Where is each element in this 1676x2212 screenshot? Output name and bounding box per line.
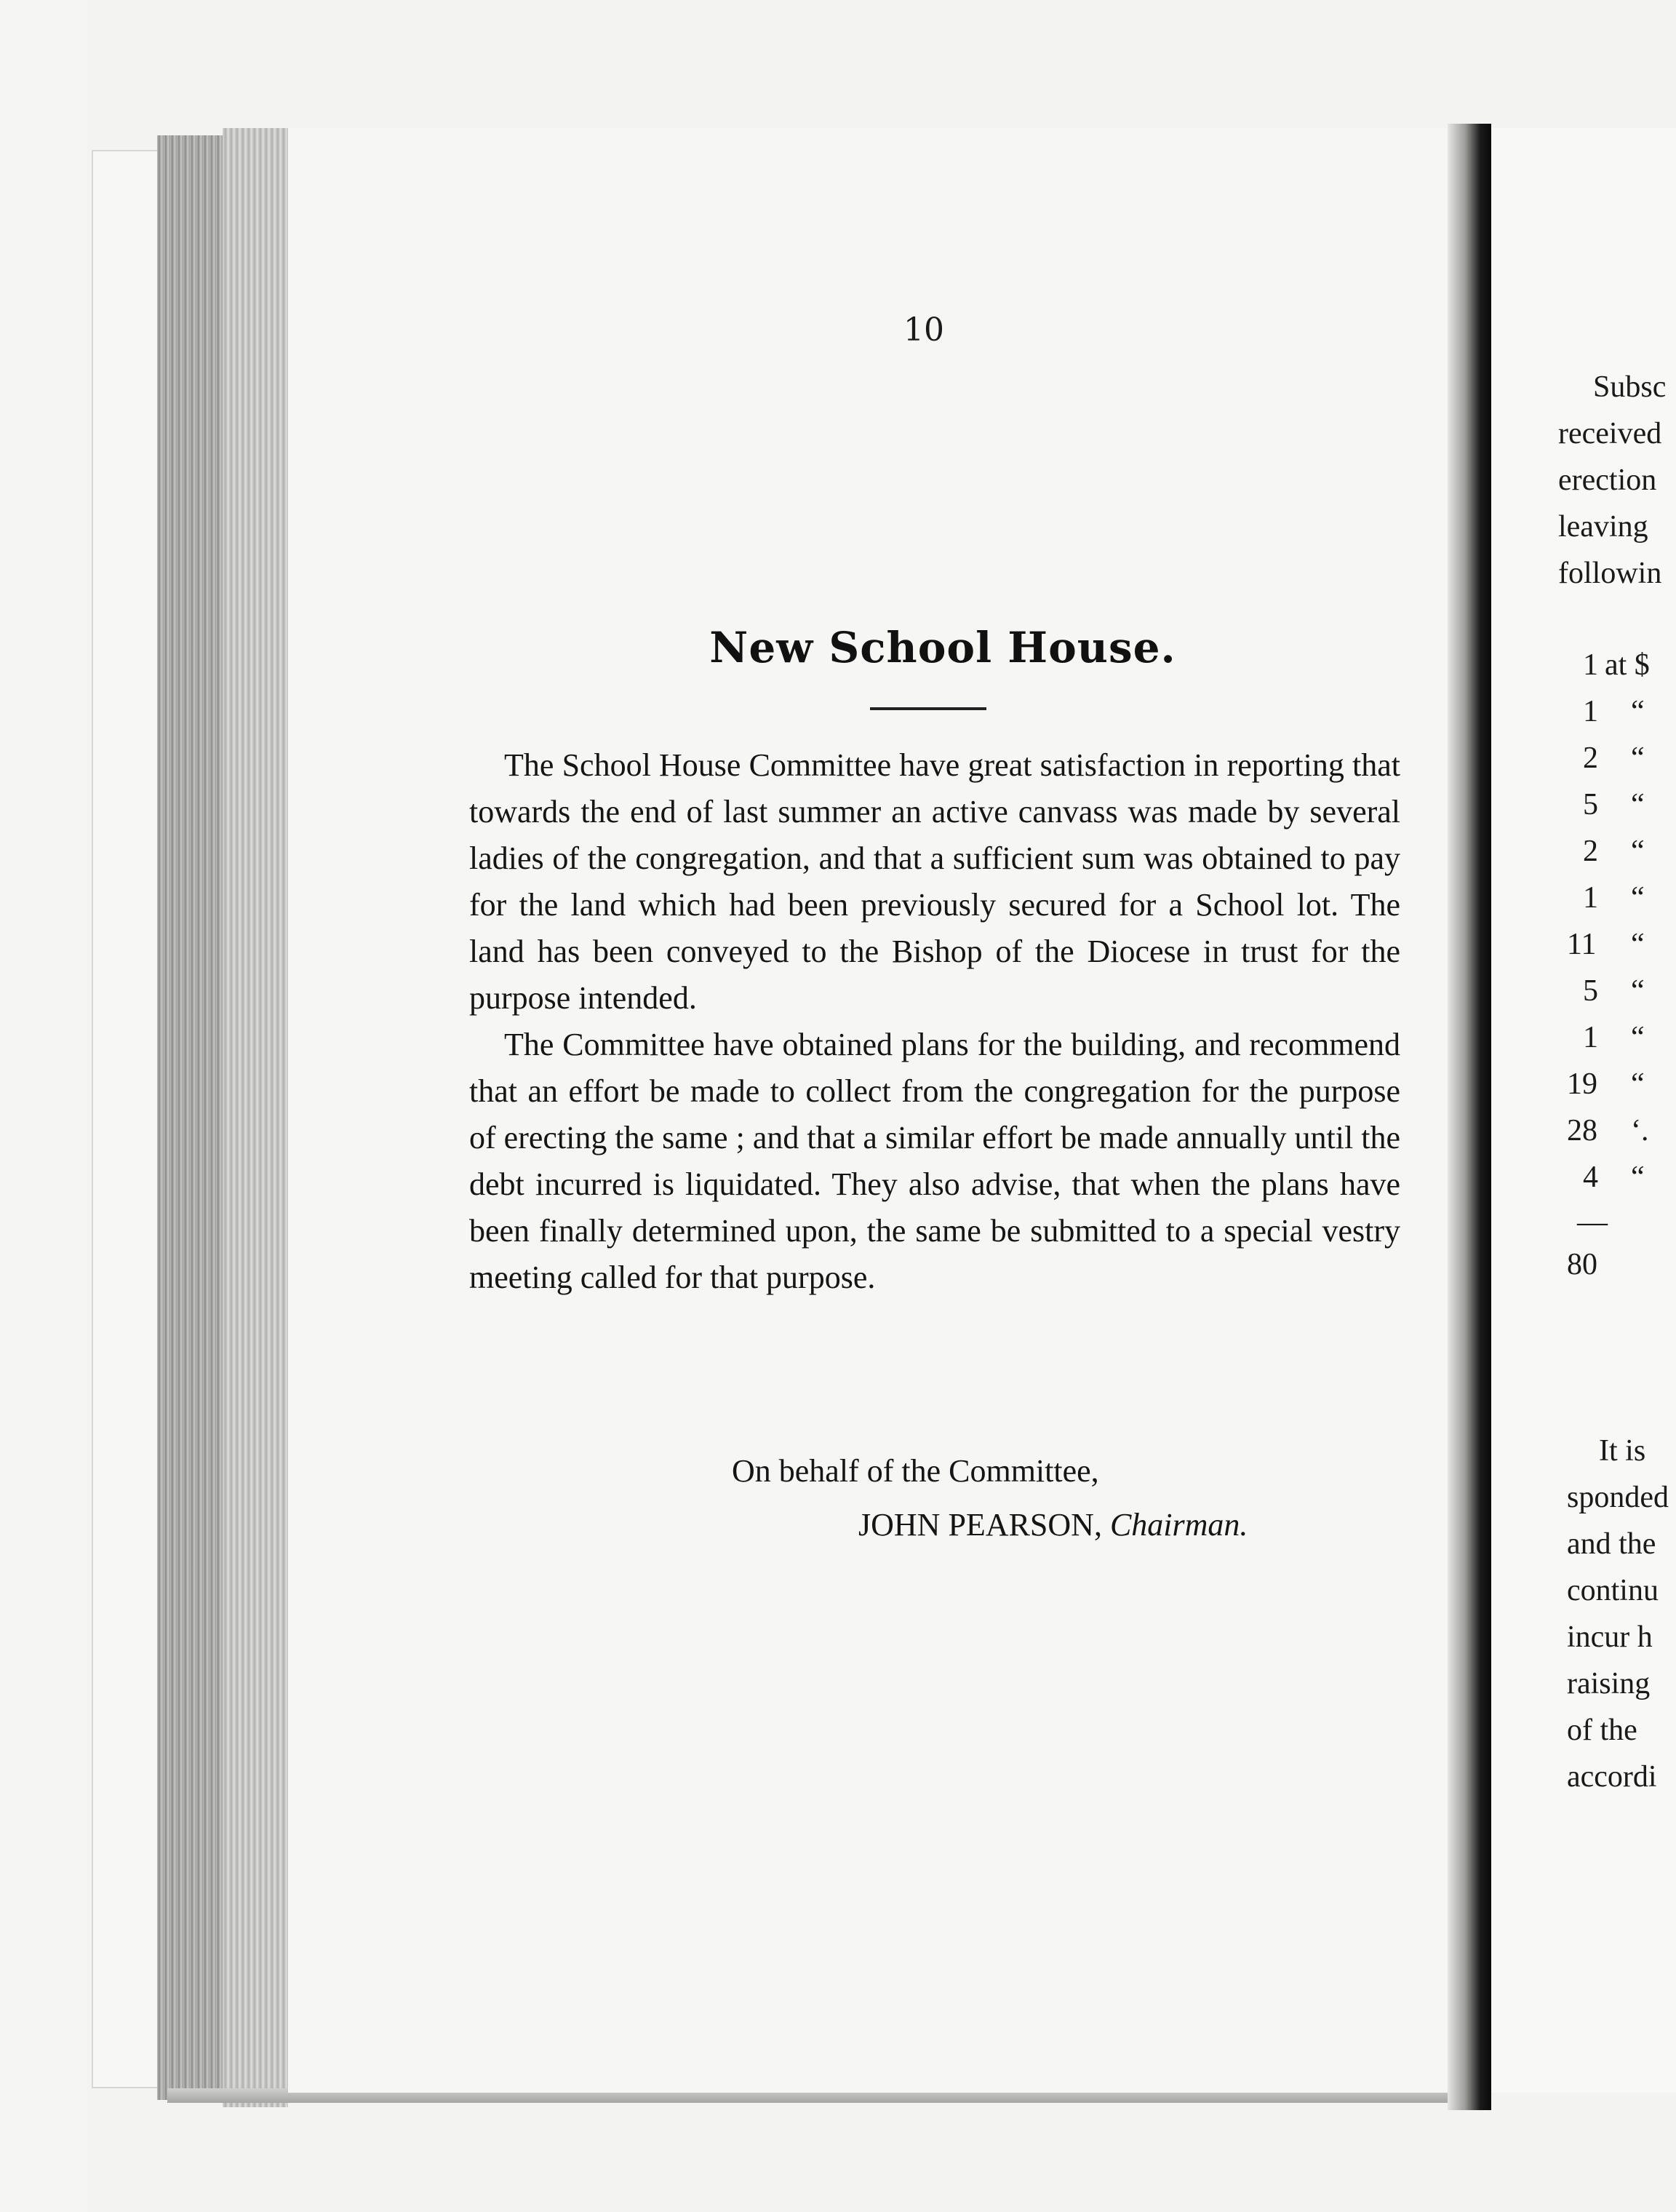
tally-mark: “: [1631, 1021, 1645, 1054]
right-line-13: accordi: [1567, 1760, 1657, 1794]
right-line-7: sponded: [1567, 1481, 1669, 1514]
signer-role: Chairman.: [1109, 1507, 1248, 1543]
tally-count: 28: [1567, 1114, 1597, 1147]
scanner-margin: [0, 0, 87, 2212]
right-line-1: Subsc: [1593, 370, 1667, 404]
tally-count: 11: [1567, 928, 1597, 961]
page-edges: [157, 135, 223, 2100]
title-rule: [870, 707, 986, 710]
tally-count: 5: [1583, 974, 1598, 1008]
tally-mark: “: [1631, 788, 1645, 821]
right-line-12: of the: [1567, 1714, 1637, 1747]
tally-mark: “: [1631, 835, 1645, 868]
right-line-3: erection: [1558, 464, 1657, 497]
book-gutter: [1448, 124, 1491, 2110]
page-number: 10: [903, 311, 944, 349]
tally-mark: at $: [1605, 648, 1650, 682]
right-line-6: It is: [1599, 1434, 1646, 1468]
right-line-11: raising: [1567, 1667, 1651, 1700]
signature: [858, 1506, 1411, 1543]
section-title: New School House.: [709, 623, 1176, 672]
tally-count: 1: [1583, 648, 1598, 682]
tally-count: 1: [1583, 695, 1598, 728]
paragraph-1: The School House Committee have great satisfaction in reporting that towards the end of last summer an active canvass was made by several ladies of the congregation, and that a sufficient sum was obtained to pay for the land which had been previously secured for a School lot. The land has been conveyed to the Bishop of the Diocese in trust for the purpose intended.: [469, 747, 1400, 1016]
paragraph-2: The Committee have obtained plans for the building, and recommend that an effort be made to collect from the congregation for the purpose of erecting the same ; and that a similar effort be made annually until the debt incurred is liquidated. They also advise, that when the plans have been finally determined upon, the same be submitted to a special vestry meeting called for that purpose.: [469, 1027, 1400, 1295]
tally-mark: ‘.: [1631, 1114, 1649, 1147]
tally-count: 2: [1583, 741, 1598, 775]
page-edges-inner: [223, 128, 288, 2107]
tally-count: 5: [1583, 788, 1598, 821]
book-cover-edge: [92, 150, 160, 2088]
tally-mark: “: [1631, 695, 1645, 728]
right-line-4: leaving: [1558, 510, 1648, 544]
tally-mark: “: [1631, 1161, 1645, 1194]
signoff: On behalf of the Committee,: [732, 1453, 1099, 1489]
right-line-9: continu: [1567, 1574, 1659, 1607]
right-line-2: received: [1558, 417, 1662, 450]
tally-count: 19: [1567, 1067, 1597, 1101]
tally-total: 80: [1567, 1248, 1597, 1281]
tally-mark: “: [1631, 974, 1645, 1008]
right-line-10: incur h: [1567, 1620, 1653, 1654]
tally-mark: “: [1631, 928, 1645, 961]
signer-name: JOHN PEARSON,: [858, 1507, 1102, 1543]
right-line-5: followin: [1558, 557, 1662, 590]
tally-mark: “: [1631, 1067, 1645, 1101]
tally-count: 2: [1583, 835, 1598, 868]
tally-count: 1: [1583, 881, 1598, 915]
tally-count: 4: [1583, 1161, 1598, 1194]
total-rule: —: [1577, 1206, 1608, 1239]
right-line-8: and the: [1567, 1527, 1656, 1561]
body-text: [469, 742, 1400, 1301]
tally-count: 1: [1583, 1021, 1598, 1054]
tally-mark: “: [1631, 741, 1645, 775]
right-page-text: [1491, 128, 1676, 2093]
tally-mark: “: [1631, 881, 1645, 915]
